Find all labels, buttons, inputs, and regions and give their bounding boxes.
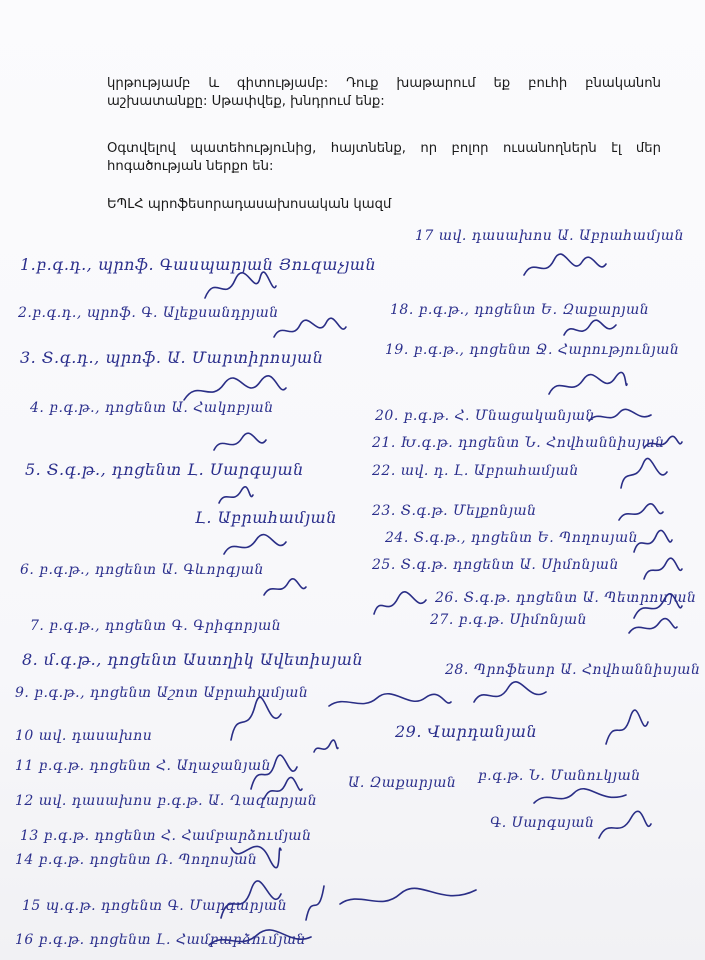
signer-entry: 27. բ.գ.թ. Սիմոնյան <box>430 612 588 628</box>
signature-scribble <box>210 428 270 458</box>
signature-scribble <box>215 483 255 508</box>
signer-entry: 16 բ.գ.թ. դոցենտ Լ. Համբարձումյան <box>15 932 306 948</box>
signature-scribble <box>625 615 680 640</box>
signature-scribble <box>300 880 480 925</box>
paragraph-2-line-2: հոգածության ներքո են: <box>107 159 274 174</box>
signer-entry: 15 պ.գ.թ. դոցենտ Գ. Մարգարյան <box>22 898 288 914</box>
signer-entry: 14 բ.գ.թ. դոցենտ Ռ. Պողոսյան <box>15 852 258 868</box>
signer-entry: 13 բ.գ.թ. դոցենտ Հ. Համբարձումյան <box>20 828 312 844</box>
signature-scribble <box>180 372 290 407</box>
signer-entry: 1.բ.գ.դ., պրոֆ. Գասպարյան Յուզաչյան <box>20 255 377 274</box>
signature-scribble <box>225 700 285 745</box>
signer-entry: 29. Վարդանյան <box>395 722 538 741</box>
signer-entry: 17 ավ. դասախոս Ա. Աբրահամյան <box>415 228 684 244</box>
paragraph-2 <box>107 140 661 176</box>
signer-entry: 25. Տ.գ.թ. դոցենտ Ա. Սիմոնյան <box>372 557 619 573</box>
signer-entry: 4. բ.գ.թ., դոցենտ Ա. Հակոբյան <box>30 400 274 416</box>
signature-scribble <box>200 268 280 308</box>
paragraph-1 <box>107 75 661 111</box>
signer-entry: 10 ավ. դասախոս <box>15 728 153 744</box>
signature-scribble <box>520 250 610 285</box>
paragraph-2-line-1: Օգտվելով պատեհությունից, հայտնենք, որ բոլոր ուսանողներն էլ մեր <box>107 141 661 156</box>
signature-scribble <box>585 405 655 427</box>
signer-entry: բ.գ.թ. Ն. Մանուկյան <box>478 768 641 784</box>
signature-scribble <box>600 710 650 750</box>
signature-scribble <box>325 690 455 715</box>
organization-signoff: ԵՊԼՀ պրոֆեսորադասախոսական կազմ <box>107 197 392 212</box>
signature-scribble <box>215 880 285 925</box>
signer-entry: 21. Խ.գ.թ. դոցենտ Ն. Հովհաննիսյան <box>372 435 665 451</box>
signature-scribble <box>615 458 670 493</box>
signer-entry: 20. բ.գ.թ. Հ. Մնացականյան <box>375 408 595 424</box>
signer-entry: Գ. Սարգսյան <box>490 815 595 831</box>
signer-entry: 7. բ.գ.թ., դոցենտ Գ. Գրիգորյան <box>30 618 282 634</box>
signature-scribble <box>370 590 430 620</box>
signer-entry: 2.բ.գ.դ., պրոֆ. Գ. Ալեքսանդրյան <box>18 305 279 321</box>
paragraph-1-line-1: կրթությամբ և գիտությամբ: Դուք խաթարում եք բուհի բնականոն <box>107 76 661 91</box>
signer-entry: 11 բ.գ.թ. դոցենտ Հ. Աղաջանյան <box>15 758 272 774</box>
signature-scribble <box>640 555 685 585</box>
signature-scribble <box>260 775 305 805</box>
signature-scribble <box>225 828 285 868</box>
signer-entry: 19. բ.գ.թ., դոցենտ Ջ. Հարությունյան <box>385 342 680 358</box>
signer-entry: 26. Տ.գ.թ. դոցենտ Ա. Պետրոսյան <box>435 590 697 606</box>
signature-scribble <box>205 925 315 955</box>
signer-entry: 18. բ.գ.թ., դոցենտ Ե. Զաքարյան <box>390 302 650 318</box>
signer-entry: 3. Տ.գ.դ., պրոֆ. Ա. Մարտիրոսյան <box>20 348 324 367</box>
signer-entry: Ա. Զաքարյան <box>348 775 457 791</box>
signature-scribble <box>545 370 630 400</box>
signer-entry: 6. բ.գ.թ., դոցենտ Ա. Գևորգյան <box>20 562 264 578</box>
signature-scribble <box>220 530 290 560</box>
signer-entry: 23. Տ.գ.թ. Մելքոնյան <box>372 503 537 519</box>
signature-scribble <box>615 500 665 525</box>
signature-scribble <box>560 315 620 345</box>
signature-scribble <box>270 315 350 345</box>
signer-entry: Լ. Աբրահամյան <box>195 508 337 527</box>
signer-entry: 12 ավ. դասախոս բ.գ.թ. Ա. Ղազարյան <box>15 793 318 809</box>
paragraph-1-line-2: աշխատանքը: Սթափվեք, խնդրում ենք: <box>107 94 385 109</box>
signature-scribble <box>595 810 655 845</box>
signer-entry: 22. ավ. դ. Լ. Աբրահամյան <box>372 463 579 479</box>
signature-scribble <box>530 785 630 810</box>
signer-entry: 28. Պրոֆեսոր Ա. Հովհաննիսյան <box>445 662 701 678</box>
signature-scribble <box>470 680 550 710</box>
signature-scribble <box>640 432 685 454</box>
signer-entry: 5. Տ.գ.թ., դոցենտ Լ. Սարգսյան <box>25 460 304 479</box>
signer-entry: 9. բ.գ.թ., դոցենտ Աշոտ Աբրահամյան <box>15 685 309 701</box>
signer-entry: 8. մ.գ.թ., դոցենտ Աստղիկ Ավետիսյան <box>22 650 364 669</box>
signer-entry: 24. Տ.գ.թ., դոցենտ Ե. Պողոսյան <box>385 530 639 546</box>
signature-scribble <box>260 575 310 600</box>
signature-scribble <box>630 528 675 558</box>
signature-scribble <box>310 738 340 758</box>
